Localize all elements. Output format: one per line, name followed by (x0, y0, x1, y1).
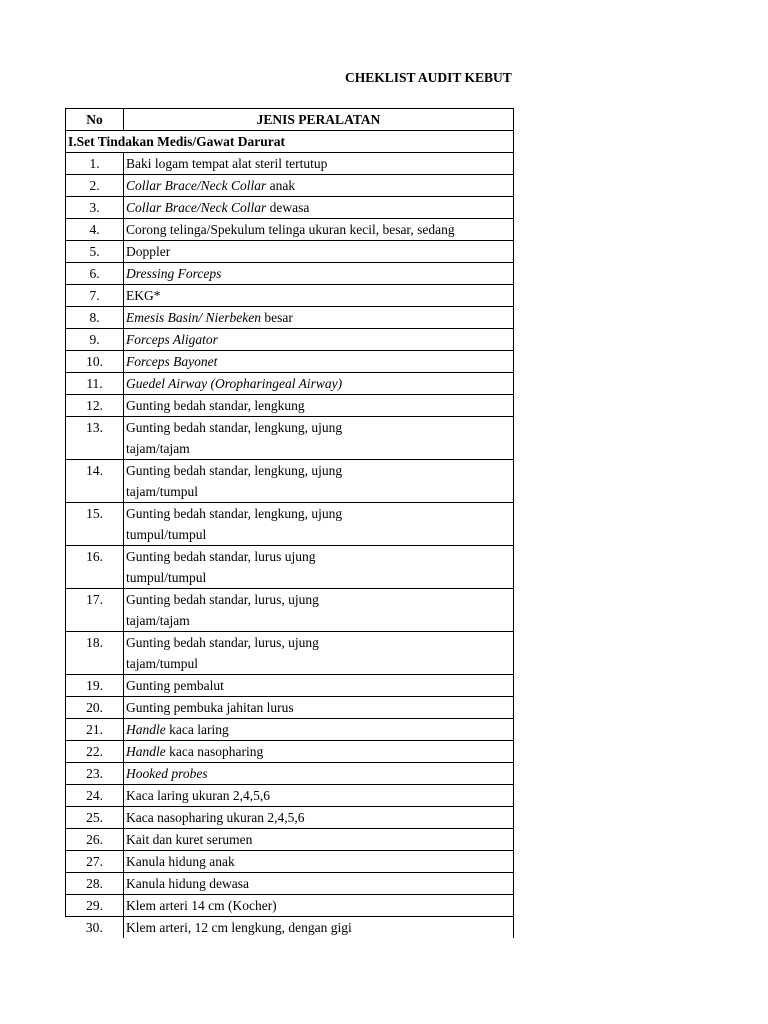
equipment-name-text: Kait dan kuret serumen (126, 832, 253, 847)
equipment-name-text: Gunting bedah standar, lurus, ujung (126, 592, 319, 607)
row-number: 16. (66, 546, 124, 589)
equipment-name-text: Gunting bedah standar, lengkung (126, 398, 305, 413)
equipment-name-italic: Forceps Aligator (126, 332, 218, 347)
equipment-name-text: Klem arteri 14 cm (Kocher) (126, 898, 277, 913)
row-number: 14. (66, 460, 124, 503)
table-row (66, 741, 514, 763)
equipment-name (124, 351, 514, 373)
table-row (66, 329, 514, 351)
equipment-name (124, 395, 514, 417)
row-number: 25. (66, 807, 124, 829)
equipment-name (124, 241, 514, 263)
equipment-name (124, 307, 514, 329)
equipment-name (124, 285, 514, 307)
table-row (66, 675, 514, 697)
section-row (66, 131, 514, 153)
table-row (66, 460, 514, 503)
row-number: 12. (66, 395, 124, 417)
table-row (66, 503, 514, 546)
equipment-name-text: tumpul/tumpul (126, 527, 207, 542)
equipment-name (124, 807, 514, 829)
equipment-name (124, 763, 514, 785)
equipment-name (124, 589, 514, 632)
row-number: 6. (66, 263, 124, 285)
equipment-name (124, 719, 514, 741)
equipment-name (124, 417, 514, 460)
table-row (66, 632, 514, 675)
table-row (66, 285, 514, 307)
table-row (66, 197, 514, 219)
row-number: 2. (66, 175, 124, 197)
equipment-name-italic: Guedel Airway (Oropharingeal Airway) (126, 376, 343, 391)
table-row (66, 153, 514, 175)
equipment-name-text: Gunting bedah standar, lurus ujung (126, 549, 316, 564)
equipment-name (124, 153, 514, 175)
row-number: 24. (66, 785, 124, 807)
row-number: 27. (66, 851, 124, 873)
row-number: 22. (66, 741, 124, 763)
equipment-name-text: Corong telinga/Spekulum telinga ukuran kecil, besar, sedang (126, 222, 455, 237)
equipment-name-text: Gunting bedah standar, lurus, ujung (126, 635, 319, 650)
table-row (66, 241, 514, 263)
equipment-name (124, 546, 514, 589)
table-row (66, 373, 514, 395)
table-row (66, 895, 514, 917)
row-number: 19. (66, 675, 124, 697)
equipment-name-text: tajam/tumpul (126, 656, 198, 671)
equipment-name-text: Doppler (126, 244, 171, 259)
equipment-name-text: Gunting pembuka jahitan lurus (126, 700, 294, 715)
equipment-name (124, 917, 514, 939)
equipment-name-italic: Forceps Bayonet (126, 354, 218, 369)
equipment-name-italic: Handle (126, 744, 166, 759)
table-row (66, 873, 514, 895)
equipment-name-italic: Collar Brace/Neck Collar (126, 200, 267, 215)
equipment-name-text: Klem arteri, 12 cm lengkung, dengan gigi (126, 920, 352, 935)
equipment-name (124, 675, 514, 697)
row-number: 5. (66, 241, 124, 263)
equipment-name (124, 873, 514, 895)
table-row (66, 763, 514, 785)
equipment-name-italic: Hooked probes (126, 766, 208, 781)
table-row (66, 719, 514, 741)
equipment-name (124, 263, 514, 285)
equipment-name-text: kaca laring (165, 722, 229, 737)
table-row (66, 263, 514, 285)
equipment-name (124, 329, 514, 351)
equipment-checklist-table (65, 108, 514, 938)
row-number: 4. (66, 219, 124, 241)
table-header-row (66, 109, 514, 131)
equipment-name (124, 851, 514, 873)
table-row (66, 395, 514, 417)
equipment-name (124, 197, 514, 219)
equipment-name-text: tajam/tajam (126, 441, 190, 456)
equipment-name-text: EKG* (126, 288, 161, 303)
row-number: 17. (66, 589, 124, 632)
equipment-name-text: Kaca nasopharing ukuran 2,4,5,6 (126, 810, 305, 825)
equipment-name (124, 895, 514, 917)
equipment-name-text: Gunting bedah standar, lengkung, ujung (126, 506, 343, 521)
table-row (66, 307, 514, 329)
row-number: 1. (66, 153, 124, 175)
row-number: 11. (66, 373, 124, 395)
equipment-name-text: Kaca laring ukuran 2,4,5,6 (126, 788, 270, 803)
equipment-name-text: tajam/tajam (126, 613, 190, 628)
equipment-name-italic: Emesis Basin/ Nierbeken (126, 310, 261, 325)
row-number: 21. (66, 719, 124, 741)
table-row (66, 829, 514, 851)
equipment-name-italic: Collar Brace/Neck Collar (126, 178, 267, 193)
equipment-name (124, 632, 514, 675)
equipment-name-text: Gunting bedah standar, lengkung, ujung (126, 463, 343, 478)
equipment-name-italic: Handle (126, 722, 166, 737)
equipment-name (124, 175, 514, 197)
equipment-name-text: Kanula hidung anak (126, 854, 235, 869)
header-jenis-peralatan: JENIS PERALATAN (124, 109, 514, 131)
row-number: 29. (66, 895, 124, 917)
equipment-name (124, 741, 514, 763)
header-no: No (66, 109, 124, 131)
table-row (66, 219, 514, 241)
row-number: 23. (66, 763, 124, 785)
equipment-name-text: Gunting pembalut (126, 678, 224, 693)
table-row (66, 351, 514, 373)
table-row (66, 175, 514, 197)
equipment-name-text: tajam/tumpul (126, 484, 198, 499)
table-row (66, 417, 514, 460)
document-title: CHEKLIST AUDIT KEBUT (345, 70, 512, 85)
table-row (66, 807, 514, 829)
row-number: 7. (66, 285, 124, 307)
row-number: 30. (66, 917, 124, 939)
table-row (66, 546, 514, 589)
row-number: 28. (66, 873, 124, 895)
equipment-name (124, 785, 514, 807)
equipment-name (124, 697, 514, 719)
section-title: I.Set Tindakan Medis/Gawat Darurat (66, 131, 514, 153)
row-number: 9. (66, 329, 124, 351)
table-row (66, 589, 514, 632)
equipment-name-text: Gunting bedah standar, lengkung, ujung (126, 420, 343, 435)
equipment-name (124, 219, 514, 241)
row-number: 26. (66, 829, 124, 851)
row-number: 3. (66, 197, 124, 219)
equipment-name-text: tumpul/tumpul (126, 570, 207, 585)
table-body (66, 109, 514, 939)
equipment-name-text: dewasa (266, 200, 310, 215)
equipment-name (124, 460, 514, 503)
equipment-name-text: anak (266, 178, 296, 193)
row-number: 20. (66, 697, 124, 719)
equipment-name-text: Kanula hidung dewasa (126, 876, 249, 891)
equipment-name (124, 503, 514, 546)
row-number: 18. (66, 632, 124, 675)
row-number: 15. (66, 503, 124, 546)
equipment-name (124, 373, 514, 395)
equipment-name-text: besar (260, 310, 293, 325)
row-number: 10. (66, 351, 124, 373)
table-row (66, 785, 514, 807)
equipment-name-text: Baki logam tempat alat steril tertutup (126, 156, 328, 171)
equipment-name-text: kaca nasopharing (165, 744, 264, 759)
row-number: 8. (66, 307, 124, 329)
table-row (66, 697, 514, 719)
table-row (66, 851, 514, 873)
row-number: 13. (66, 417, 124, 460)
equipment-name (124, 829, 514, 851)
table-row (66, 917, 514, 939)
equipment-name-italic: Dressing Forceps (126, 266, 222, 281)
